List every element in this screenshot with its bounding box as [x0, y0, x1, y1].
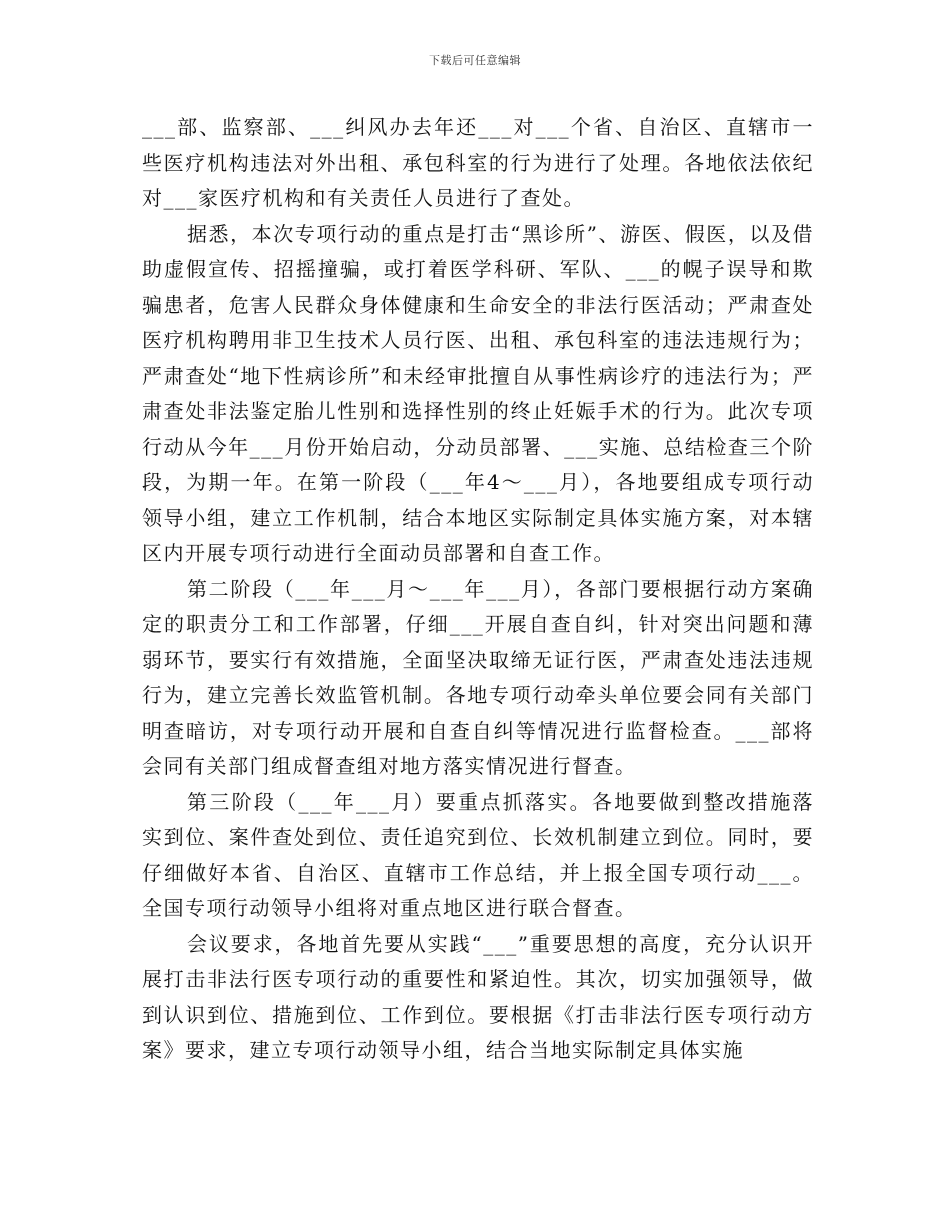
paragraph-4: 第三阶段（___年___月）要重点抓落实。各地要做到整改措施落实到位、案件查处到位、责任追究到位、长效机制建立到位。同时，要仔细做好本省、自治区、直辖市工作总结，并上报全国专项行动___。全国专项行动领导小组将对重点地区进行联合督查。 — [142, 789, 814, 920]
paragraph-5: 会议要求，各地首先要从实践“___”重要思想的高度，充分认识开展打击非法行医专项行动的重要性和紧迫性。其次，切实加强领导，做到认识到位、措施到位、工作到位。要根据《打击非法行医专项行动方案》要求，建立专项行动领导小组，结合当地实际制定具体实施 — [142, 931, 814, 1062]
paragraph-1: ___部、监察部、___纠风办去年还___对___个省、自治区、直辖市一些医疗机构违法对外出租、承包科室的行为进行了处理。各地依法依纪对___家医疗机构和有关责任人员进行了查处。 — [142, 115, 814, 210]
document-body — [142, 110, 814, 1069]
paragraph-2: 据悉，本次专项行动的重点是打击“黑诊所”、游医、假医，以及借助虚假宣传、招摇撞骗，或打着医学科研、军队、___的幌子误导和欺骗患者，危害人民群众身体健康和生命安全的非法行医活动；严肃查处医疗机构聘用非卫生技术人员行医、出租、承包科室的违法违规行为；严肃查处“地下性病诊所”和未经审批擅自从事性病诊疗的违法行为；严肃查处非法鉴定胎儿性别和选择性别的终止妊娠手术的行为。此次专项行动从今年___月份开始启动，分动员部署、___实施、总结检查三个阶段，为期一年。在第一阶段（___年4～___月），各地要组成专项行动领导小组，建立工作机制，结合本地区实际制定具体实施方案，对本辖区内开展专项行动进行全面动员部署和自查工作。 — [142, 221, 814, 565]
paragraph-3: 第二阶段（___年___月～___年___月），各部门要根据行动方案确定的职责分工和工作部署，仔细___开展自查自纠，针对突出问题和薄弱环节，要实行有效措施，全面坚决取缔无证行医，严肃查处违法违规行为，建立完善长效监管机制。各地专项行动牵头单位要会同有关部门明查暗访，对专项行动开展和自查自纠等情况进行监督检查。___部将会同有关部门组成督查组对地方落实情况进行督查。 — [142, 576, 814, 778]
page-header: 下载后可任意编辑 — [429, 54, 521, 67]
